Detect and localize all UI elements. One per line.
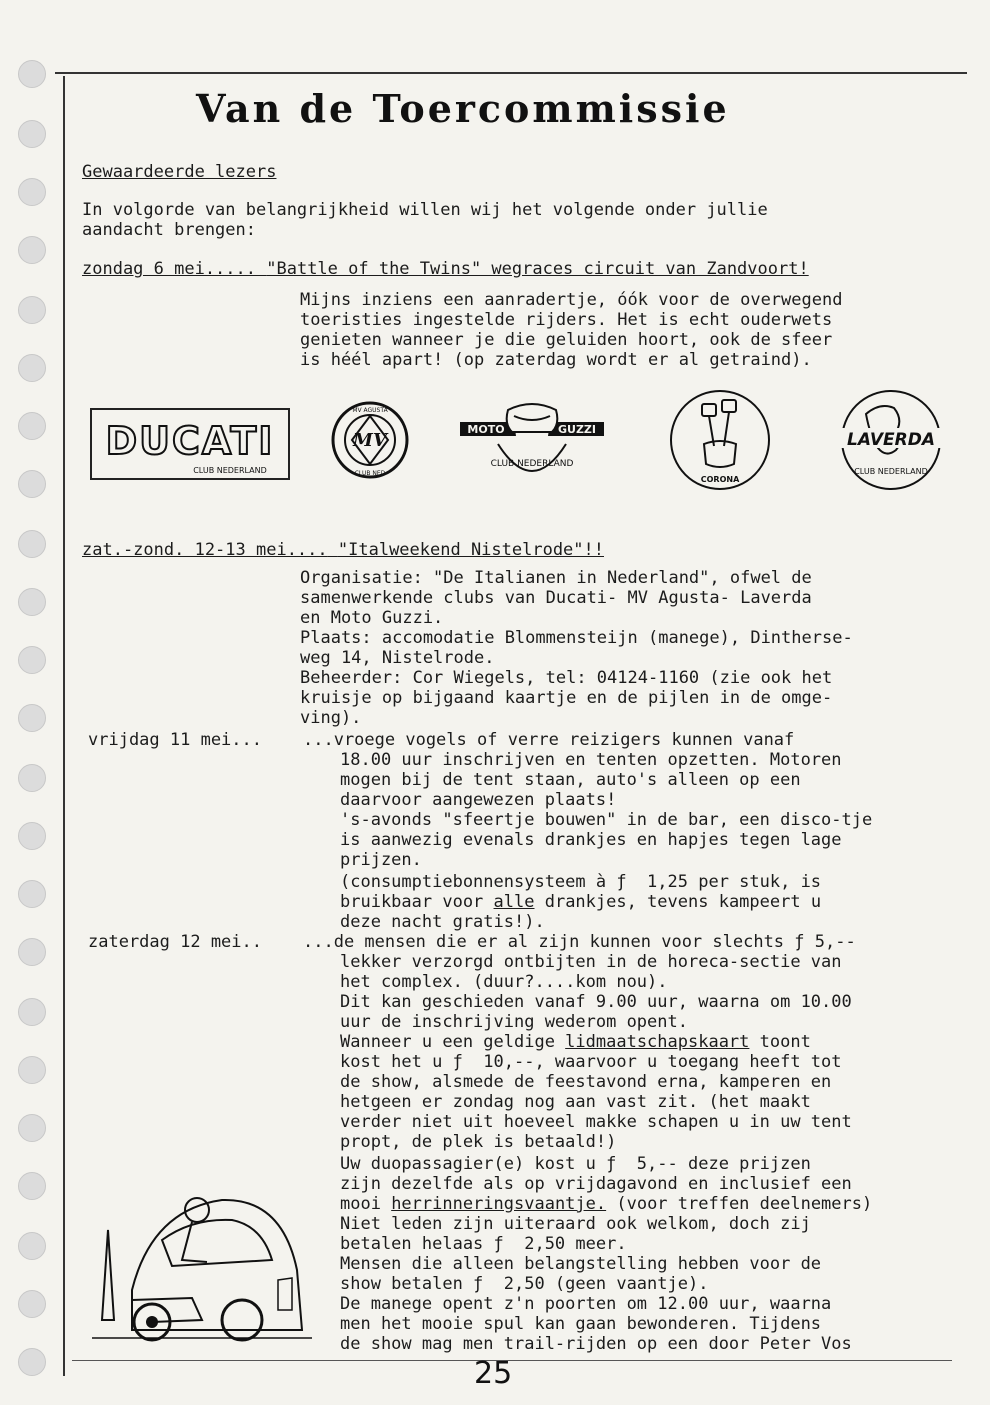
saturday-line: propt, de plek is betaald!) (340, 1132, 617, 1152)
saturday-line: de show mag men trail-rijden op een door Peter Vos (340, 1334, 852, 1354)
saturday-line: zijn dezelfde als op vrijdagavond en inclusief een (340, 1174, 852, 1194)
saturday-line: lekker verzorgd ontbijten in de horeca-sectie van (340, 952, 842, 972)
binder-hole (18, 822, 46, 850)
event2-date: zat.-zond. 12-13 mei.... (82, 540, 328, 560)
saturday-line: hetgeen er zondag nog aan vast zit. (het maakt (340, 1092, 811, 1112)
alle-emphasis: alle (493, 892, 535, 912)
binder-hole (18, 998, 46, 1026)
friday-line: deze nacht gratis!). (340, 912, 545, 932)
friday-line: 18.00 uur inschrijven en tenten opzetten. Motoren (340, 750, 842, 770)
saturday-line: betalen helaas ƒ 2,50 meer. (340, 1234, 627, 1254)
event2-line: kruisje op bijgaand kaartje en de pijlen in de omge- (300, 688, 833, 708)
frame-left-rule (63, 76, 65, 1376)
binder-hole (18, 704, 46, 732)
friday-line: mogen bij de tent staan, auto's alleen op een (340, 770, 801, 790)
saturday-first-line: ...de mensen die er al zijn kunnen voor slechts ƒ 5,-- (303, 932, 856, 952)
saturday-line: uur de inschrijving wederom opent. (340, 1012, 688, 1032)
intro-line: In volgorde van belangrijkheid willen wij het volgende onder jullie (82, 200, 768, 220)
binder-hole (18, 880, 46, 908)
friday-line: daarvoor aangewezen plaats! (340, 790, 617, 810)
binder-hole (18, 1172, 46, 1200)
event1-line: genieten wanneer je die geluiden hoort, ook de sfeer (300, 330, 833, 350)
event2-line: ving). (300, 708, 362, 728)
corona-text: CORONA (700, 475, 740, 484)
event1-heading (82, 259, 809, 279)
membership-card-emphasis: lidmaatschapskaart (565, 1032, 750, 1052)
event1-line: toeristies ingestelde rijders. Het is echt ouderwets (300, 310, 833, 330)
friday-line: 's-avonds "sfeertje bouwen" in de bar, een disco-tje (340, 810, 873, 830)
event2-heading (82, 540, 604, 560)
event1-date: zondag 6 mei..... (82, 259, 256, 279)
ducati-club-logo (90, 408, 290, 480)
salutation: Gewaardeerde lezers (82, 162, 277, 182)
binder-hole (18, 1290, 46, 1318)
page-number: 25 (474, 1356, 513, 1391)
mv-letters: MV (353, 430, 387, 451)
saturday-label: zaterdag 12 mei.. (88, 932, 262, 952)
corona-club-logo (668, 388, 772, 492)
binder-hole (18, 1348, 46, 1376)
saturday-line: Uw duopassagier(e) kost u ƒ 5,-- deze prijzen (340, 1154, 811, 1174)
saturday-line: kost het u ƒ 10,--, waarvoor u toegang heeft tot (340, 1052, 842, 1072)
event2-line: Beheerder: Cor Wiegels, tel: 04124-1160 (zie ook het (300, 668, 833, 688)
frame-top-rule (55, 72, 967, 74)
event2-name: "Italweekend Nistelrode"!! (337, 540, 604, 560)
friday-label: vrijdag 11 mei... (88, 730, 262, 750)
friday-alle-line (340, 892, 821, 912)
ducati-subtitle: CLUB NEDERLAND (193, 466, 267, 475)
guzzi-left-text: MOTO (467, 423, 505, 436)
binder-hole (18, 178, 46, 206)
saturday-line: verder niet uit hoeveel makke schapen u in uw tent (340, 1112, 852, 1132)
binder-hole (18, 120, 46, 148)
text-fragment: bruikbaar voor (340, 892, 494, 912)
binder-hole (18, 1056, 46, 1084)
guzzi-right-text: GUZZI (557, 423, 597, 436)
event1-line: is héél apart! (op zaterdag wordt er al getraind). (300, 350, 812, 370)
binder-hole (18, 470, 46, 498)
saturday-line: Mensen die alleen belangstelling hebben voor de (340, 1254, 822, 1274)
laverda-club-logo (836, 388, 946, 492)
page-title: Van de Toercommissie (196, 86, 730, 131)
friday-line: is aanwezig evenals drankjes en hapjes tegen lage (340, 830, 842, 850)
mv-ring-top: MV AGUSTA (352, 407, 388, 414)
moto-guzzi-club-logo (456, 400, 608, 490)
saturday-pennant-line (340, 1194, 872, 1214)
saturday-card-line (340, 1032, 811, 1052)
binder-hole (18, 412, 46, 440)
binder-hole (18, 646, 46, 674)
text-fragment: (voor treffen deelnemers) (606, 1194, 873, 1214)
saturday-line: Dit kan geschieden vanaf 9.00 uur, waarna om 10.00 (340, 992, 852, 1012)
saturday-line: het complex. (duur?....kom nou). (340, 972, 668, 992)
saturday-line: Niet leden zijn uiteraard ook welkom, doch zij (340, 1214, 811, 1234)
cartoon-car-motorcycle-illustration (92, 1170, 312, 1350)
mv-ring-bottom: CLUB NED (354, 470, 386, 477)
friday-line: prijzen. (340, 850, 422, 870)
friday-line: (consumptiebonnensysteem à ƒ 1,25 per stuk, is (340, 872, 822, 892)
binder-hole (18, 236, 46, 264)
binder-hole (18, 764, 46, 792)
saturday-line: show betalen ƒ 2,50 (geen vaantje). (340, 1274, 709, 1294)
pennant-emphasis: herrinneringsvaantje. (391, 1194, 607, 1214)
binder-hole (18, 1114, 46, 1142)
event1-name: "Battle of the Twins" wegraces circuit van Zandvoort! (266, 259, 809, 279)
laverda-arc-text: CLUB NEDERLAND (854, 467, 928, 476)
binder-holes (18, 50, 48, 1400)
saturday-line: de show, alsmede de feestavond erna, kamperen en (340, 1072, 832, 1092)
laverda-wordmark: LAVERDA (847, 430, 935, 450)
friday-first-line: ...vroege vogels of verre reizigers kunnen vanaf (303, 730, 795, 750)
binder-hole (18, 60, 46, 88)
binder-hole (18, 296, 46, 324)
event2-line: weg 14, Nistelrode. (300, 648, 495, 668)
ducati-wordmark: DUCATI (105, 419, 275, 463)
guzzi-arc-text: CLUB NEDERLAND (490, 459, 574, 469)
saturday-line: De manege opent z'n poorten om 12.00 uur, waarna (340, 1294, 832, 1314)
binder-hole (18, 530, 46, 558)
text-fragment: drankjes, tevens kampeert u (534, 892, 822, 912)
text-fragment: mooi (340, 1194, 392, 1214)
mv-agusta-club-logo (330, 400, 410, 480)
binder-hole (18, 938, 46, 966)
event2-line: Organisatie: "De Italianen in Nederland", ofwel de (300, 568, 812, 588)
text-fragment: Wanneer u een geldige (340, 1032, 566, 1052)
saturday-line: men het mooie spul kan gaan bewonderen. Tijdens (340, 1314, 822, 1334)
event2-line: samenwerkende clubs van Ducati- MV Agusta- Laverda (300, 588, 812, 608)
binder-hole (18, 1232, 46, 1260)
text-fragment: toont (749, 1032, 811, 1052)
event2-line: Plaats: accomodatie Blommensteijn (manege), Dintherse- (300, 628, 853, 648)
intro-line: aandacht brengen: (82, 220, 256, 240)
binder-hole (18, 588, 46, 616)
binder-hole (18, 354, 46, 382)
event1-line: Mijns inziens een aanradertje, óók voor de overwegend (300, 290, 843, 310)
event2-line: en Moto Guzzi. (300, 608, 444, 628)
